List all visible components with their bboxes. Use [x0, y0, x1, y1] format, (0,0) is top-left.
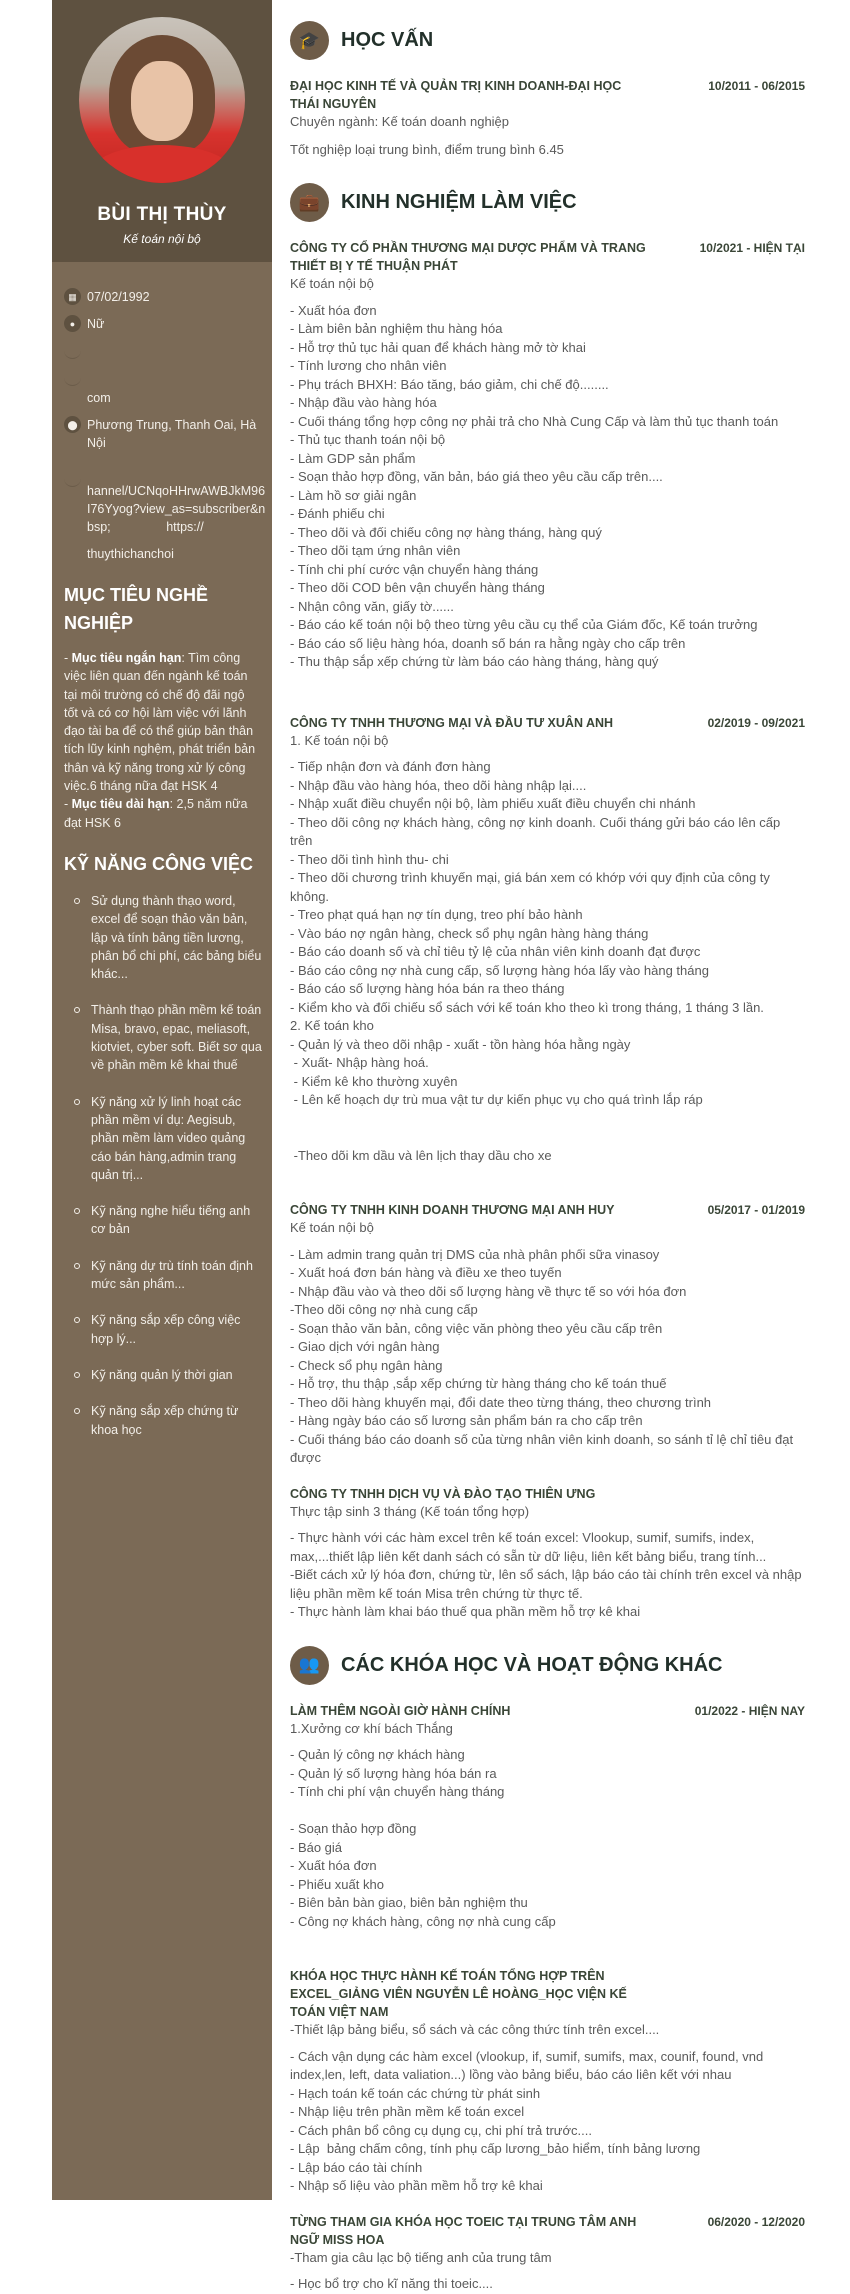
- skill-item: Kỹ năng dự trù tính toán định mức sản phẩm...: [91, 1257, 262, 1294]
- job-item: CÔNG TY CỔ PHẦN THƯƠNG MẠI DƯỢC PHẨM VÀ TRANG THIẾT BỊ Y TẾ THUẬN PHÁT 10/2021 - HIỆN TẠI Kế toán nội bộ - Xuất hóa đơn - Làm biên bản nghiệm thu hàng hóa - Hỗ trợ thủ tục hải quan để khách hàng mở tờ khai - Tính lương cho nhân viên - Phụ trách BHXH: Báo tăng, báo giảm, chi chế độ........ - Nhập đầu vào hàng hóa - Cuối tháng tổng hợp công nợ phải trả cho Nhà Cung Cấp và làm thủ tục thanh toán - Thủ tục thanh toán nội bộ - Làm GDP sản phẩm - Soạn thảo hợp đồng, văn bản, báo giá theo yêu cầu cấp trên.... - Làm hồ sơ giải ngân - Đánh phiếu chi - Theo dõi và đối chiếu công nợ hàng tháng, hàng quý - Theo dõi tạm ứng nhân viên - Tính chi phí cước vận chuyển hàng tháng - Theo dõi COD bên vận chuyển hàng tháng - Nhận công văn, giấy tờ...... - Báo cáo kế toán nội bộ theo từng yêu cầu cụ thể của Giám đốc, Kế toán trưởng - Báo cáo số liệu hàng hóa, doanh số bán ra hằng ngày cho cấp trên - Thu thập sắp xếp chứng từ làm báo cáo hàng tháng, hàng quý: [290, 241, 805, 669]
- skill-item: Kỹ năng nghe hiểu tiếng anh cơ bản: [91, 1202, 262, 1239]
- activity-item: KHÓA HỌC THỰC HÀNH KẾ TOÁN TỔNG HỢP TRÊN EXCEL_GIẢNG VIÊN NGUYỄN LÊ HOÀNG_HỌC VIỆN KẾ TOÁN VIỆT NAM -Thiết lập bảng biểu, sổ sách và các công thức tính trên excel.... - Cách vận dụng các hàm excel (vlookup, if, sumif, sumifs, max, counif, found, vnd index,len, left, data valiation...) lồng vào bảng biểu, báo cáo liên kết với nhau - Hạch toán kế toán các chứng từ phát sinh - Nhập liệu trên phần mềm kế toán excel - Cách phân bổ công cụ dụng cụ, chi phí trả trước.... - Lập bảng chấm công, tính phụ cấp lương_bảo hiểm, tính bảng lương - Lập báo cáo tài chính - Nhập số liệu vào phần mềm hỗ trợ kê khai: [290, 1969, 764, 2193]
- avatar: [79, 17, 245, 183]
- objective-heading: MỤC TIÊU NGHỀ NGHIỆP: [64, 585, 208, 633]
- job-item: CÔNG TY TNHH THƯƠNG MẠI VÀ ĐẦU TƯ XUÂN ANH 02/2019 - 09/2021 1. Kế toán nội bộ - Tiếp nhận đơn và đánh đơn hàng - Nhập đầu vào hàng hóa, theo dõi hàng nhập lại.... - Nhập xuất điều chuyển nội bộ, làm phiếu xuất điều chuyển chi nhánh - Theo dõi công nợ khách hàng, công nợ kinh doanh. Cuối tháng gửi báo cáo lên cấp trên - Theo dõi tình hình thu- chi - Theo dõi chương trình khuyến mại, giá bán xem có khớp với quy định của công ty không. - Treo phạt quá hạn nợ tín dụng, treo phí bảo hành - Vào báo nợ ngân hàng, check sổ phụ ngân hàng hàng tháng - Báo cáo doanh số và chỉ tiêu tỷ lệ của nhân viên kinh doanh đạt được - Báo cáo công nợ nhà cung cấp, số lượng hàng hóa lấy vào hàng tháng - Báo cáo số lượng hàng hóa bán ra theo tháng - Kiểm kho và đối chiếu sổ sách với kế toán kho theo kì trong tháng, 1 tháng 3 lần. 2. Kế toán kho - Quản lý và theo dõi nhập - xuất - tồn hàng hóa hằng ngày - Xuất- Nhập hàng hoá. - Kiểm kê kho thường xuyên - Lên kế hoạch dự trù mua vật tư dự kiến phục vụ cho quá trình lắp ráp -Theo dõi km dầu và lên lịch thay dầu cho xe: [290, 715, 805, 1163]
- school-name: ĐẠI HỌC KINH TẾ VÀ QUẢN TRỊ KINH DOANH-ĐẠI HỌC THÁI NGUYÊN: [290, 79, 622, 111]
- skill-item: Kỹ năng quản lý thời gian: [91, 1366, 262, 1384]
- website-icon: [64, 470, 81, 487]
- job-item: CÔNG TY TNHH DỊCH VỤ VÀ ĐÀO TẠO THIÊN ƯNG Thực tập sinh 3 tháng (Kế toán tổng hợp) - Thực hành với các hàm excel trên kế toán excel: Vlookup, sumif, sumifs, index, max,...thiết lập liên kết danh sách có sẵn từ dữ liệu, liên kết bảng biểu, trang tính... -Biết cách xử lý hóa đơn, chứng từ, lên sổ sách, lập báo cáo tài chính trên excel và nhập liệu phần mềm kế toán Misa trên chứng từ thực tế. - Thực hành làm khai báo thuế qua phần mềm hỗ trợ kê khai: [290, 1486, 802, 1619]
- email-icon: [64, 369, 81, 386]
- main-content: [290, 0, 805, 2294]
- skill-item: Sử dụng thành thạo word, excel để soạn thảo văn bản, lập và tính bảng tiền lương, phân bổ chi phí, các bảng biểu khác...: [91, 892, 262, 983]
- phone-icon: [64, 342, 81, 359]
- skill-item: Thành thạo phần mềm kế toán Misa, bravo, epac, meliasoft, kiotviet, cyber soft. Biết sơ qua về phần mềm kê khai thuế: [91, 1001, 262, 1074]
- skills-heading: KỸ NĂNG CÔNG VIỆC: [64, 853, 254, 874]
- education-date: 10/2011 - 06/2015: [708, 79, 805, 93]
- contact-list: [52, 262, 272, 563]
- activity-item: LÀM THÊM NGOÀI GIỜ HÀNH CHÍNH 01/2022 - HIỆN NAY 1.Xưởng cơ khí bách Thắng - Quản lý công nợ khách hàng - Quản lý số lượng hàng hóa bán ra - Tính chi phí vận chuyển hàng tháng - Soạn thảo hợp đồng - Báo giá - Xuất hóa đơn - Phiếu xuất kho - Biên bản bàn giao, biên bản nghiệm thu - Công nợ khách hàng, công nợ nhà cung cấp: [290, 1703, 805, 1929]
- user-icon: ●: [64, 315, 81, 332]
- education-section-header: 🎓 HỌC VẤN: [290, 21, 805, 60]
- birthday: 07/02/1992: [87, 290, 150, 304]
- calendar-icon: ▦: [64, 288, 81, 305]
- candidate-role: Kế toán nội bộ: [123, 232, 201, 246]
- job-item: CÔNG TY TNHH KINH DOANH THƯƠNG MẠI ANH HUY 05/2017 - 01/2019 Kế toán nội bộ - Làm admin trang quản trị DMS của nhà phân phối sữa vinasoy - Xuất hoá đơn bán hàng và điều xe theo tuyến - Nhập đầu vào và theo dõi số lượng hàng về thực tế so với hóa đơn -Theo dõi công nợ nhà cung cấp - Soạn thảo văn bản, công việc văn phòng theo yêu cầu cấp trên - Giao dịch với ngân hàng - Check sổ phụ ngân hàng - Hỗ trợ, thu thập ,sắp xếp chứng từ hàng tháng cho kế toán thuế - Theo dõi hàng khuyến mại, đổi date theo từng tháng, theo chương trình - Hàng ngày báo cáo số lương sản phẩm bán ra cho cấp trên - Cuối tháng báo cáo doanh số của từng nhân viên kinh doanh, so sánh tỉ lệ chỉ tiêu đạt được: [290, 1203, 805, 1465]
- social-handle[interactable]: thuythichanchoi: [87, 547, 174, 561]
- objective-text: - Mục tiêu ngắn hạn: Tìm công việc liên quan đến ngành kế toán tại môi trường có chế độ đãi ngộ tốt và có cơ hội làm việc với lãnh đạo tài ba để có thể giúp bản thân tích lũy kinh nghệm, phát triển bản thân và kỹ năng trong xử lý công việc.6 tháng nữa đạt HSK 4 - Mục tiêu dài hạn: 2,5 năm nữa đạt HSK 6: [64, 651, 256, 830]
- candidate-name: BÙI THỊ THÙY: [97, 204, 227, 225]
- gender: Nữ: [87, 317, 105, 331]
- experience-section-header: 💼 KINH NGHIỆM LÀM VIỆC: [290, 183, 805, 222]
- address: Phương Trung, Thanh Oai, Hà Nội: [87, 418, 257, 450]
- activities-section-header: 👥 CÁC KHÓA HỌC VÀ HOẠT ĐỘNG KHÁC: [290, 1646, 805, 1685]
- skill-item: Kỹ năng sắp xếp chứng từ khoa học: [91, 1402, 262, 1439]
- briefcase-icon: 💼: [290, 183, 329, 222]
- website-link[interactable]: hannel/UCNqoHHrwAWBJkM96I76Yyog?view_as=subscriber&nbsp; https://: [87, 484, 266, 534]
- email[interactable]: com: [87, 391, 111, 405]
- skill-item: Kỹ năng xử lý linh hoạt các phần mềm ví dụ: Aegisub, phần mềm làm video quảng cáo bán hàng,admin trang quản trị...: [91, 1093, 262, 1184]
- sidebar: [52, 0, 272, 2200]
- major: Chuyên ngành: Kế toán doanh nghiệp: [290, 114, 510, 129]
- education-note: Tốt nghiệp loại trung bình, điểm trung bình 6.45: [290, 141, 564, 157]
- profile-header: [52, 0, 272, 262]
- skill-item: Kỹ năng sắp xếp công việc hợp lý...: [91, 1311, 262, 1348]
- activity-item: TỪNG THAM GIA KHÓA HỌC TOEIC TẠI TRUNG TÂM ANH NGỮ MISS HOA 06/2020 - 12/2020 -Tham gia câu lạc bộ tiếng anh của trung tâm - Học bổ trợ cho kĩ năng thi toeic....: [290, 2214, 805, 2291]
- education-item: [290, 77, 805, 159]
- users-icon: 👥: [290, 1646, 329, 1685]
- skills-list: [52, 878, 272, 1439]
- location-icon: ⬤: [64, 416, 81, 433]
- graduation-cap-icon: 🎓: [290, 21, 329, 60]
- social-icon: [64, 545, 81, 562]
